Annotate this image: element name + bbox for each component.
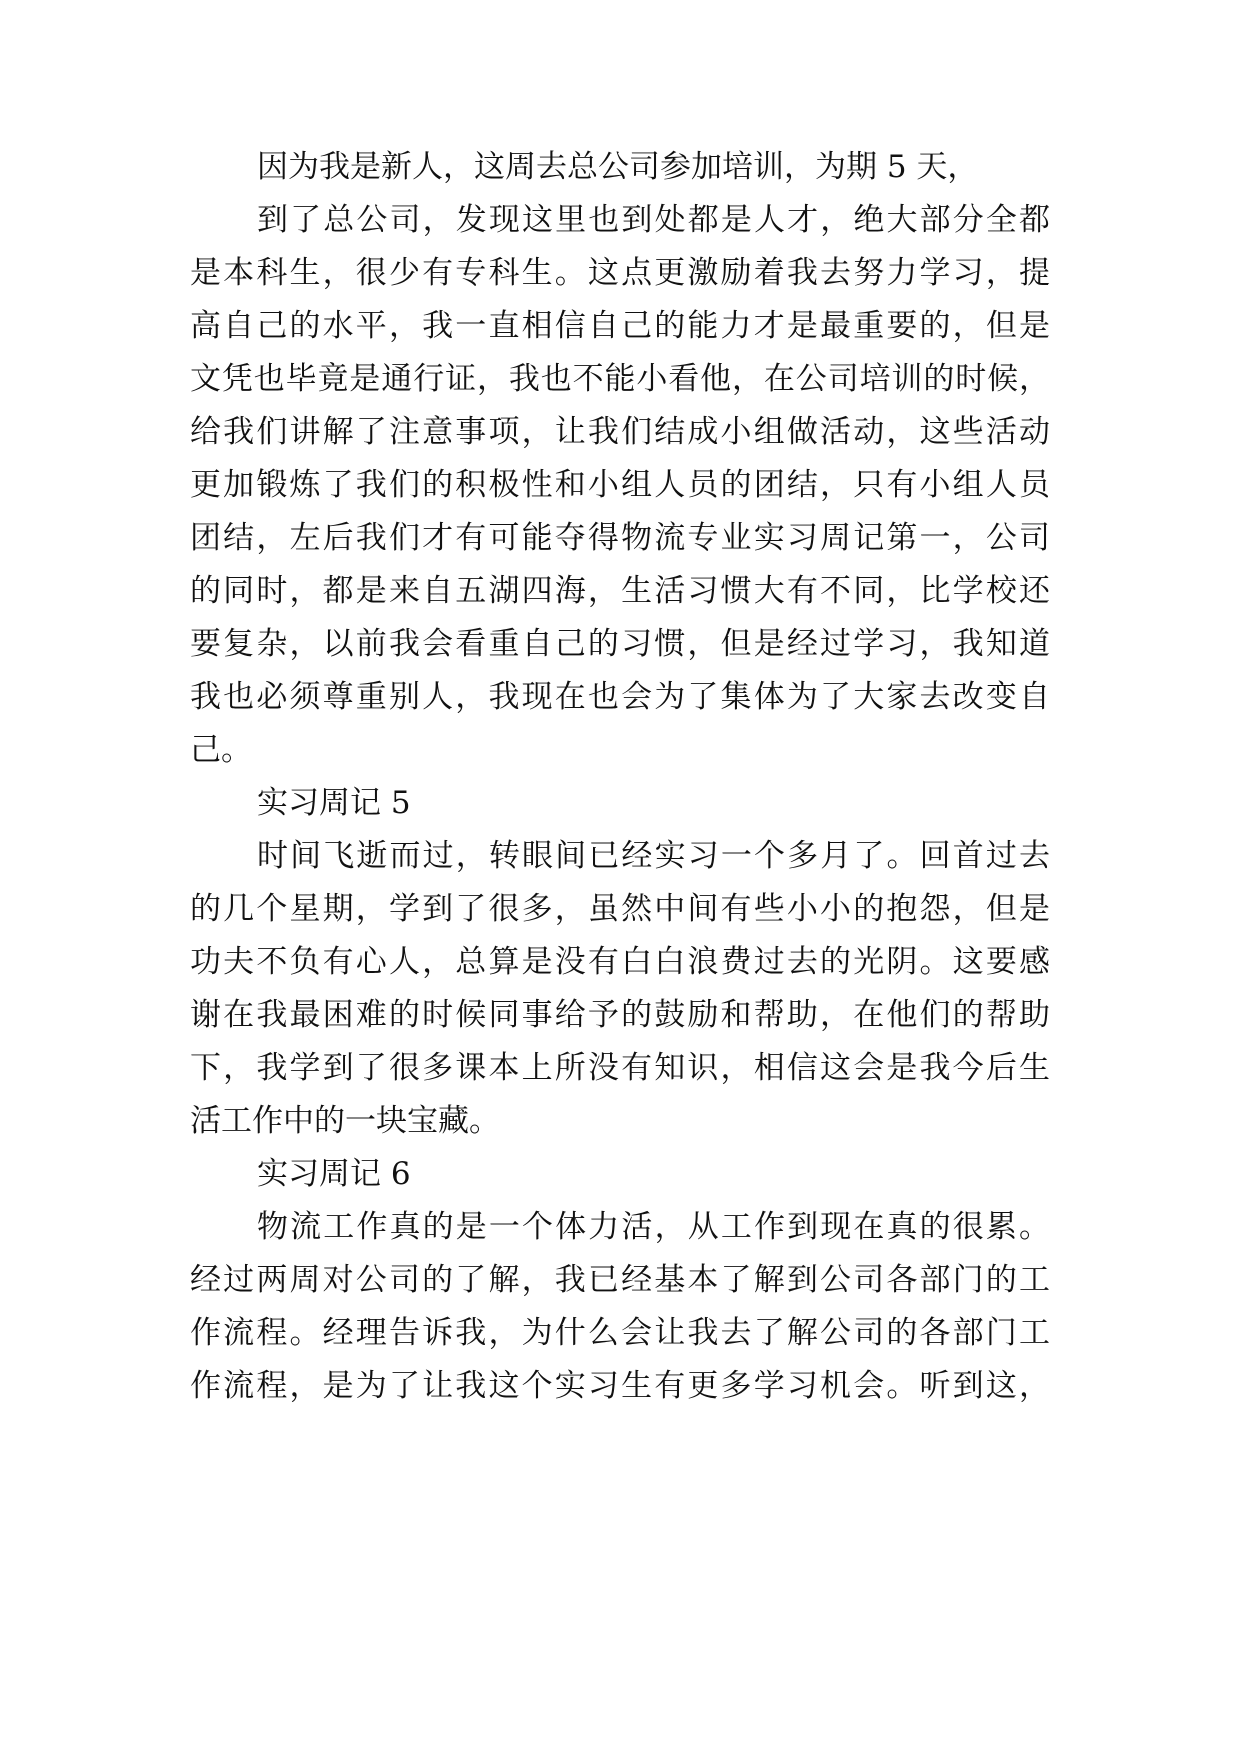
text-line: 高自己的水平，我一直相信自己的能力才是最重要的，但是 — [190, 308, 1050, 344]
text-line: 作流程，是为了让我这个实习生有更多学习机会。听到这， — [190, 1368, 1050, 1404]
text-line: 的同时，都是来自五湖四海，生活习惯大有不同，比学校还 — [190, 573, 1050, 609]
text-line: 经过两周对公司的了解，我已经基本了解到公司各部门的工 — [190, 1262, 1050, 1298]
text-line: 到了总公司，发现这里也到处都是人才，绝大部分全都 — [257, 202, 1050, 238]
text-line: 功夫不负有心人，总算是没有白白浪费过去的光阴。这要感 — [190, 944, 1050, 980]
text-line: 作流程。经理告诉我，为什么会让我去了解公司的各部门工 — [190, 1315, 1050, 1351]
text-line: 谢在我最困难的时候同事给予的鼓励和帮助，在他们的帮助 — [190, 997, 1050, 1033]
text-line: 是本科生，很少有专科生。这点更激励着我去努力学习，提 — [190, 255, 1050, 291]
text-line: 己。 — [190, 732, 252, 768]
text-line: 给我们讲解了注意事项，让我们结成小组做活动，这些活动 — [190, 414, 1050, 450]
text-line: 时间飞逝而过，转眼间已经实习一个多月了。回首过去 — [257, 838, 1050, 874]
section-heading: 实习周记 6 — [257, 1156, 411, 1192]
text-line: 物流工作真的是一个体力活，从工作到现在真的很累。 — [257, 1209, 1050, 1245]
section-heading: 实习周记 5 — [257, 785, 411, 821]
text-line: 因为我是新人，这周去总公司参加培训，为期 5 天， — [257, 149, 979, 185]
text-line: 更加锻炼了我们的积极性和小组人员的团结，只有小组人员 — [190, 467, 1050, 503]
text-line: 的几个星期，学到了很多，虽然中间有些小小的抱怨，但是 — [190, 891, 1050, 927]
text-line: 团结，左后我们才有可能夺得物流专业实习周记第一，公司 — [190, 520, 1050, 556]
text-line: 我也必须尊重别人，我现在也会为了集体为了大家去改变自 — [190, 679, 1050, 715]
text-line: 下，我学到了很多课本上所没有知识，相信这会是我今后生 — [190, 1050, 1050, 1086]
text-line: 文凭也毕竟是通行证，我也不能小看他，在公司培训的时候， — [190, 361, 1050, 397]
text-line: 要复杂，以前我会看重自己的习惯，但是经过学习，我知道 — [190, 626, 1050, 662]
text-line: 活工作中的一块宝藏。 — [190, 1103, 500, 1139]
